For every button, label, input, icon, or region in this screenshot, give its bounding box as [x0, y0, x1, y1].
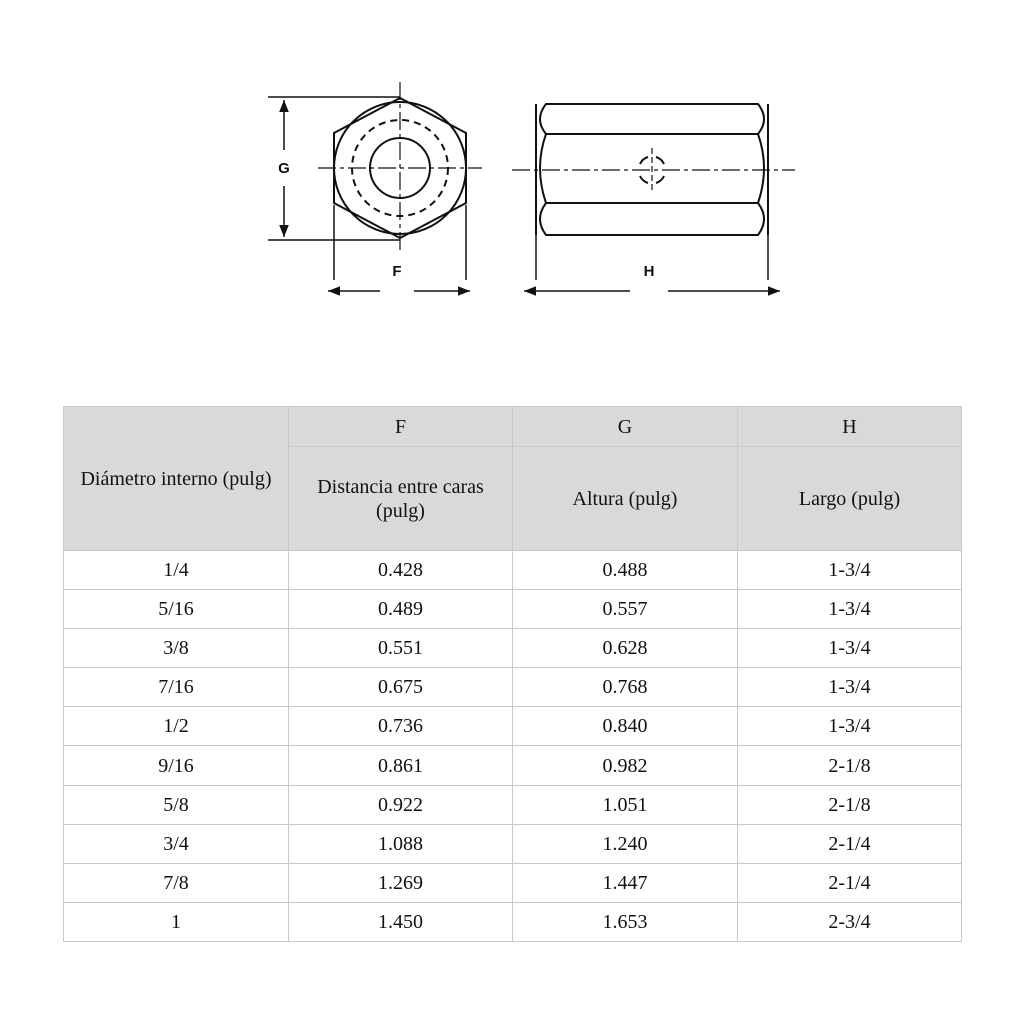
cell-diameter: 7/8	[64, 863, 289, 902]
table-body	[64, 551, 962, 942]
cell-g: 1.447	[513, 863, 738, 902]
header-across-flats: Distancia entre caras (pulg)	[289, 447, 513, 551]
label-h: H	[643, 263, 655, 280]
cell-f: 0.922	[289, 785, 513, 824]
cell-g: 1.051	[513, 785, 738, 824]
cell-diameter: 9/16	[64, 746, 289, 785]
cell-diameter: 5/16	[64, 590, 289, 629]
table-row	[64, 863, 962, 902]
cell-g: 0.488	[513, 551, 738, 590]
cell-f: 1.450	[289, 902, 513, 941]
table-row	[64, 590, 962, 629]
cell-f: 0.489	[289, 590, 513, 629]
header-letter-h: H	[738, 407, 962, 447]
table-row	[64, 902, 962, 941]
side-centerline	[512, 148, 795, 192]
cell-h: 1-3/4	[738, 590, 962, 629]
cell-g: 0.982	[513, 746, 738, 785]
cell-h: 1-3/4	[738, 551, 962, 590]
table-row	[64, 551, 962, 590]
cell-f: 0.428	[289, 551, 513, 590]
cell-f: 1.088	[289, 824, 513, 863]
cell-g: 0.840	[513, 707, 738, 746]
cell-diameter: 5/8	[64, 785, 289, 824]
cell-diameter: 1	[64, 902, 289, 941]
cell-f: 0.551	[289, 629, 513, 668]
cell-h: 2-3/4	[738, 902, 962, 941]
header-letter-f: F	[289, 407, 513, 447]
header-internal-diameter: Diámetro interno (pulg)	[64, 407, 289, 551]
label-g: G	[278, 160, 290, 177]
hex-centerlines	[318, 82, 482, 250]
table-row	[64, 707, 962, 746]
table-row	[64, 746, 962, 785]
cell-h: 2-1/4	[738, 824, 962, 863]
cell-diameter: 3/8	[64, 629, 289, 668]
cell-diameter: 3/4	[64, 824, 289, 863]
cell-h: 2-1/8	[738, 746, 962, 785]
cell-diameter: 7/16	[64, 668, 289, 707]
cell-f: 1.269	[289, 863, 513, 902]
cell-diameter: 1/2	[64, 707, 289, 746]
cell-h: 1-3/4	[738, 629, 962, 668]
label-f: F	[392, 263, 402, 280]
cell-h: 2-1/4	[738, 863, 962, 902]
cell-f: 0.736	[289, 707, 513, 746]
cell-g: 1.653	[513, 902, 738, 941]
cell-h: 1-3/4	[738, 668, 962, 707]
table-row	[64, 785, 962, 824]
dimensions-table	[63, 406, 962, 942]
cell-h: 1-3/4	[738, 707, 962, 746]
cell-f: 0.861	[289, 746, 513, 785]
table-row	[64, 824, 962, 863]
technical-drawing	[0, 0, 1021, 340]
header-length: Largo (pulg)	[738, 447, 962, 551]
cell-g: 1.240	[513, 824, 738, 863]
table-header	[64, 407, 962, 551]
cell-f: 0.675	[289, 668, 513, 707]
cell-diameter: 1/4	[64, 551, 289, 590]
header-height: Altura (pulg)	[513, 447, 738, 551]
cell-g: 0.628	[513, 629, 738, 668]
cell-h: 2-1/8	[738, 785, 962, 824]
header-letter-g: G	[513, 407, 738, 447]
cell-g: 0.768	[513, 668, 738, 707]
table-row	[64, 668, 962, 707]
table-row	[64, 629, 962, 668]
cell-g: 0.557	[513, 590, 738, 629]
